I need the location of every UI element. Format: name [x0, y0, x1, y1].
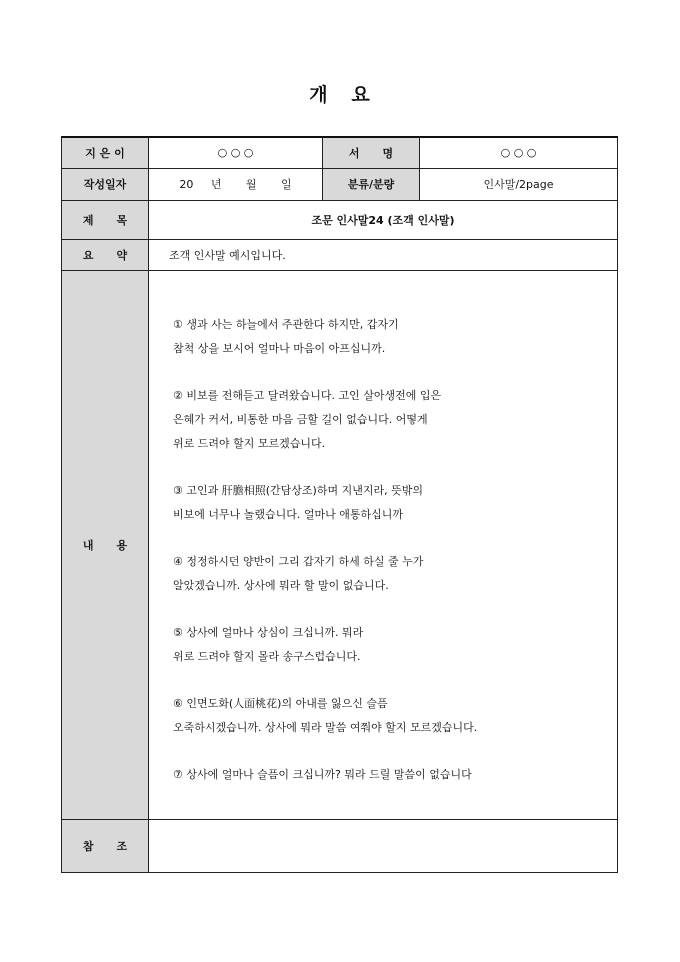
signature-label: 서 명 — [323, 137, 420, 168]
content-paragraph — [173, 313, 605, 361]
content-line: 오죽하시겠습니까. 상사에 뭐라 말씀 여쭤야 할지 모르겠습니다. — [173, 720, 478, 734]
content-paragraph-list — [173, 313, 605, 787]
reference-row — [62, 819, 618, 872]
content-line: ⑥ 인면도화(人面桃花)의 아내를 잃으신 슬픔 — [173, 696, 388, 710]
summary-form-table — [61, 136, 618, 873]
content-line: 위로 드려야 할지 모르겠습니다. — [173, 436, 326, 450]
subject-value: 조문 인사말24 (조객 인사말) — [149, 200, 618, 239]
date-row — [62, 168, 618, 200]
content-line: 위로 드려야 할지 몰라 송구스럽습니다. — [173, 649, 361, 663]
category-value: 인사말/2page — [420, 168, 618, 200]
date-label: 작성일자 — [62, 168, 149, 200]
summary-value: 조객 인사말 예시입니다. — [149, 239, 618, 270]
page-title — [0, 80, 680, 107]
content-paragraph — [173, 384, 605, 456]
content-line: ① 생과 사는 하늘에서 주관한다 하지만, 갑자기 — [173, 317, 399, 331]
category-label: 분류/분량 — [323, 168, 420, 200]
page-title-text: 개 요 — [309, 84, 371, 106]
content-line: 참척 상을 보시어 얼마나 마음이 아프십니까. — [173, 341, 386, 355]
content-label: 내 용 — [62, 270, 149, 819]
subject-row — [62, 200, 618, 239]
signature-value: ○ ○ ○ — [420, 137, 618, 168]
content-line: ⑦ 상사에 얼마나 슬픔이 크십니까? 뭐라 드릴 말씀이 없습니다 — [173, 767, 472, 781]
content-row — [62, 270, 618, 819]
content-line: ⑤ 상사에 얼마나 상심이 크십니까. 뭐라 — [173, 625, 364, 639]
content-paragraph — [173, 763, 605, 787]
author-value: ○ ○ ○ — [149, 137, 323, 168]
content-paragraph — [173, 692, 605, 740]
content-paragraph — [173, 479, 605, 527]
content-body — [149, 270, 618, 819]
content-line: 알았겠습니까. 상사에 뭐라 할 말이 없습니다. — [173, 578, 389, 592]
author-label: 지 은 이 — [62, 137, 149, 168]
content-line: ② 비보를 전해듣고 달려왔습니다. 고인 살아생전에 입은 — [173, 388, 442, 402]
content-paragraph — [173, 550, 605, 598]
reference-label: 참 조 — [62, 819, 149, 872]
subject-label: 제 목 — [62, 200, 149, 239]
author-row — [62, 137, 618, 168]
content-line: 비보에 너무나 놀랬습니다. 얼마나 애통하십니까 — [173, 507, 404, 521]
content-line: ④ 정정하시던 양반이 그리 갑자기 하세 하실 줄 누가 — [173, 554, 424, 568]
content-line: 은혜가 커서, 비통한 마음 금할 길이 없습니다. 어떻게 — [173, 412, 428, 426]
content-line: ③ 고인과 肝膽相照(간담상조)하며 지낸지라, 뜻밖의 — [173, 483, 423, 497]
summary-label: 요 약 — [62, 239, 149, 270]
summary-row — [62, 239, 618, 270]
content-paragraph — [173, 621, 605, 669]
reference-value — [149, 819, 618, 872]
date-value: 20 년 월 일 — [149, 168, 323, 200]
